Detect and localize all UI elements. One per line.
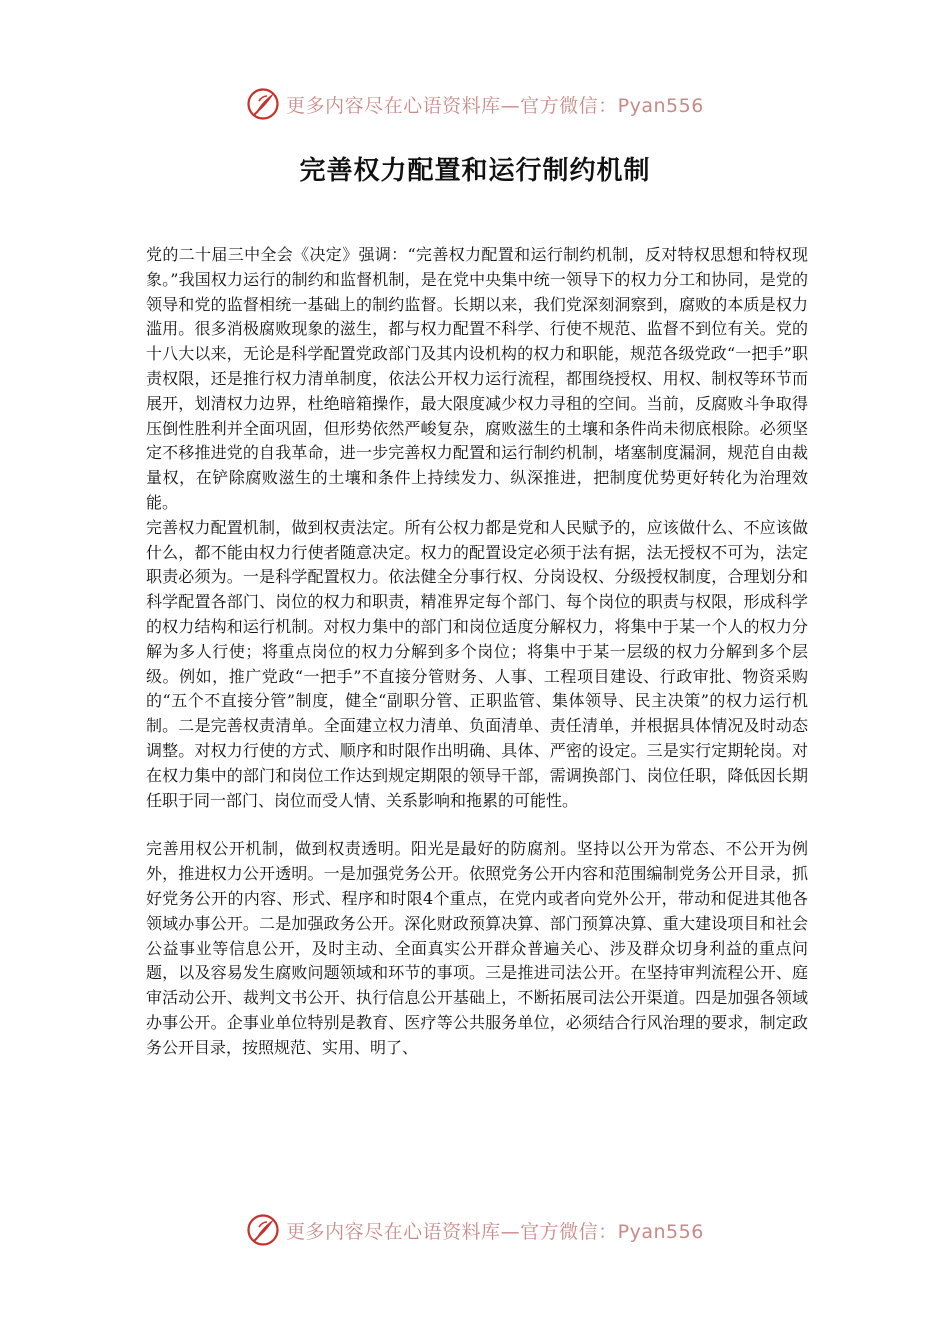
paragraph-intro: 党的二十届三中全会《决定》强调：“完善权力配置和运行制约机制，反对特权思想和特权现象。”我国权力运行的制约和监督机制，是在党中央集中统一领导下的权力分工和协同，是党的领导和党的监督相统一基础上的制约监督。长期以来，我们党深刻洞察到，腐败的本质是权力滥用。很多消极腐败现象的滋生，都与权力配置不科学、行使不规范、监督不到位有关。党的十八大以来，无论是科学配置党政部门及其内设机构的权力和职能，规范各级党政“一把手”职责权限，还是推行权力清单制度，依法公开权力运行流程，都围绕授权、用权、制权等环节而展开，划清权力边界，杜绝暗箱操作，最大限度减少权力寻租的空间。当前，反腐败斗争取得压倒性胜利并全面巩固，但形势依然严峻复杂，腐败滋生的土壤和条件尚未彻底根除。必须坚定不移推进党的自我革命，进一步完善权力配置和运行制约机制，堵塞制度漏洞，规范自由裁量权，在铲除腐败滋生的土壤和条件上持续发力、纵深推进，把制度优势更好转化为治理效能。 xyxy=(146,245,808,512)
document-body xyxy=(146,243,808,1061)
quill-logo-icon xyxy=(246,1213,280,1247)
header-banner-text: 更多内容尽在心语资料库—官方微信：Pyan556 xyxy=(286,94,704,117)
quill-logo-icon xyxy=(246,87,280,121)
paragraph-power-transparency: 完善用权公开机制，做到权责透明。阳光是最好的防腐剂。坚持以公开为常态、不公开为例外，推进权力公开透明。一是加强党务公开。依照党务公开内容和范围编制党务公开目录，抓好党务公开的内容、形式、程序和时限4个重点，在党内或者向党外公开，带动和促进其他各领域办事公开。二是加强政务公开。深化财政预算决算、部门预算决算、重大建设项目和社会公益事业等信息公开，及时主动、全面真实公开群众普遍关心、涉及群众切身利益的重点问题，以及容易发生腐败问题领域和环节的事项。三是推进司法公开。在坚持审判流程公开、庭审活动公开、裁判文书公开、执行信息公开基础上，不断拓展司法公开渠道。四是加强各领域办事公开。企事业单位特别是教育、医疗等公共服务单位，必须结合行风治理的要求，制定政务公开目录，按照规范、实用、明了、 xyxy=(146,839,808,1057)
footer-banner-text: 更多内容尽在心语资料库—官方微信：Pyan556 xyxy=(286,1220,704,1243)
footer-banner xyxy=(0,1210,950,1250)
header-banner xyxy=(0,84,950,124)
paragraph-power-allocation: 完善权力配置机制，做到权责法定。所有公权力都是党和人民赋予的，应该做什么、不应该做什么，都不能由权力行使者随意决定。权力的配置设定必须于法有据，法无授权不可为，法定职责必须为。一是科学配置权力。依法健全分事行权、分岗设权、分级授权制度，合理划分和科学配置各部门、岗位的权力和职责，精准界定每个部门、每个岗位的职责与权限，形成科学的权力结构和运行机制。对权力集中的部门和岗位适度分解权力，将集中于某一个人的权力分解为多人行使；将重点岗位的权力分解到多个岗位；将集中于某一层级的权力分解到多个层级。例如，推广党政“一把手”不直接分管财务、人事、工程项目建设、行政审批、物资采购的“五个不直接分管”制度，健全“副职分管、正职监管、集体领导、民主决策”的权力运行机制。二是完善权责清单。全面建立权力清单、负面清单、责任清单，并根据具体情况及时动态调整。对权力行使的方式、顺序和时限作出明确、具体、严密的设定。三是实行定期轮岗。对在权力集中的部门和岗位工作达到规定期限的领导干部，需调换部门、岗位任职，降低因长期任职于同一部门、岗位而受人情、关系影响和拖累的可能性。 xyxy=(146,517,808,810)
document-title: 完善权力配置和运行制约机制 xyxy=(299,156,651,186)
